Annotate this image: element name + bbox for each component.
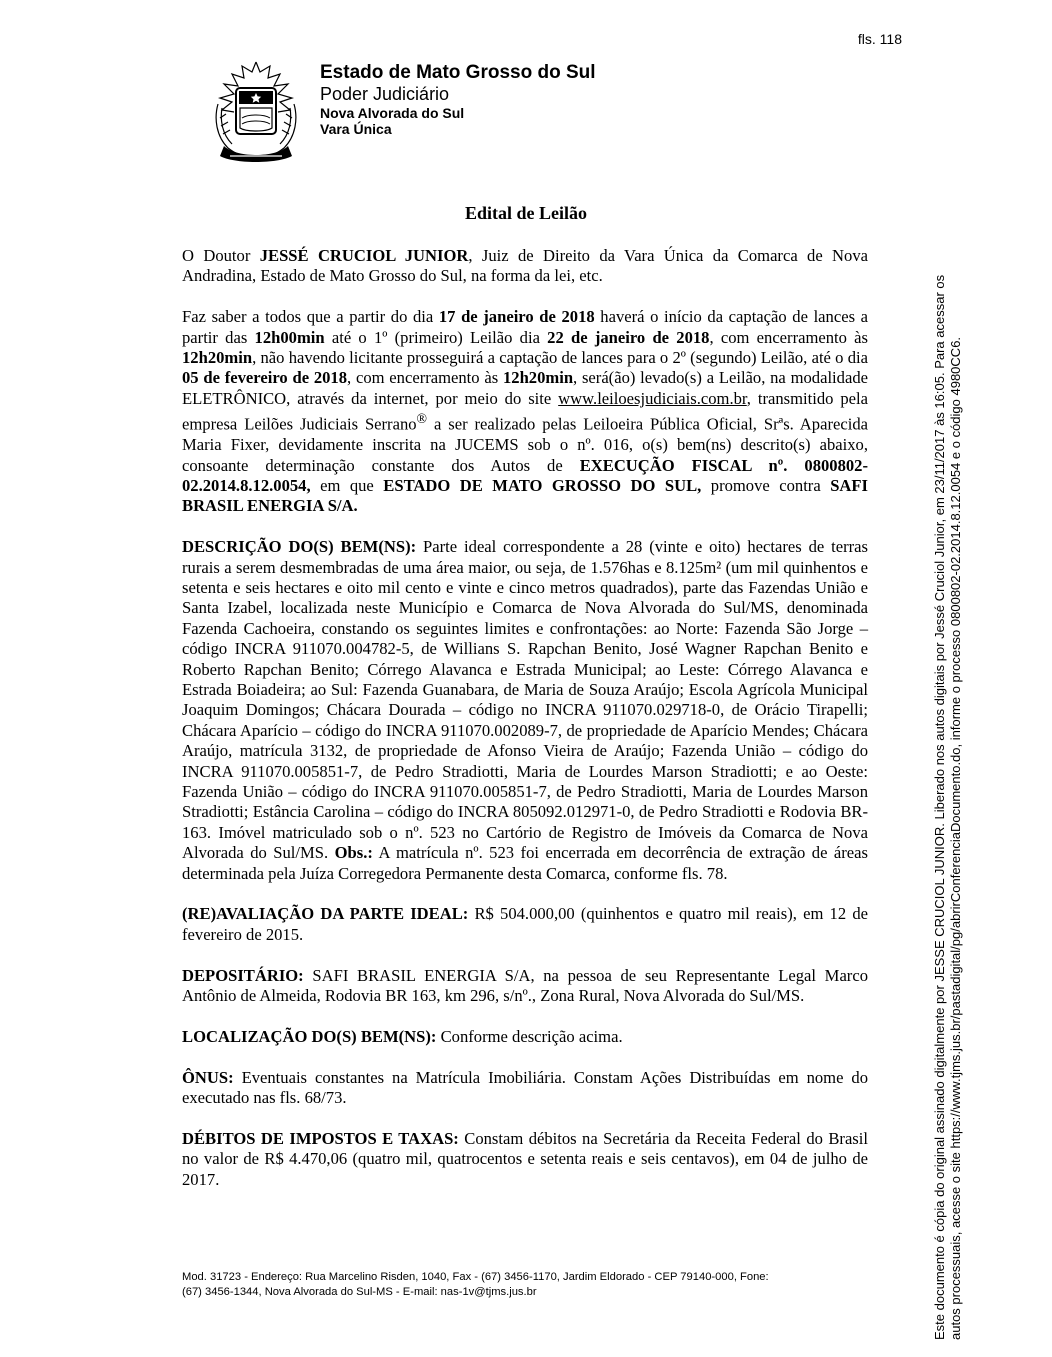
signature-line-2: autos processuais, acesse o site https://www.tjms.jus.br/pastadigital/pg/abrirConferenciaDocumento.do, informe o processo 0800802-02.2014.8.12.0054 e o código 4980CC6. (947, 336, 963, 1340)
evaluation-paragraph: (RE)AVALIAÇÃO DA PARTE IDEAL: R$ 504.000,00 (quinhentos e quatro mil reais), em 12 de fevereiro de 2015. (182, 904, 868, 944)
page-footer (182, 1270, 882, 1300)
footer-line-2: (67) 3456-1344, Nova Alvorada do Sul-MS - E-mail: nas-1v@tjms.jus.br (182, 1286, 537, 1298)
court-header (320, 62, 596, 137)
state-coat-of-arms-icon (208, 58, 304, 166)
description-label: DESCRIÇÃO DO(S) BEM(NS): (182, 537, 417, 557)
court-division: Vara Única (320, 120, 392, 137)
case-number: EXECUÇÃO FISCAL nº. 0800802-02.2014.8.12.0054, (182, 455, 868, 495)
city-name: Nova Alvorada do Sul (320, 104, 465, 121)
location-paragraph: LOCALIZAÇÃO DO(S) BEM(NS): Conforme descrição acima. (182, 1026, 623, 1046)
intro-paragraph: O Doutor JESSÉ CRUCIOL JUNIOR, Juiz de Direito da Vara Única da Comarca de Nova Andradina, Estado de Mato Grosso do Sul, na forma da lei, etc. (182, 246, 868, 286)
judiciary-name: Poder Judiciário (320, 83, 450, 104)
page-number: fls. 118 (857, 31, 902, 47)
debts-paragraph: DÉBITOS DE IMPOSTOS E TAXAS: Constam débitos na Secretária da Receita Federal do Brasil no valor de R$ 4.470,06 (quatro mil, quatrocentos e setenta reais e seis centavos), em 04 de julho de 2017. (182, 1128, 868, 1189)
state-name: Estado de Mato Grosso do Sul (320, 62, 596, 83)
footer-line-1: Mod. 31723 - Endereço: Rua Marcelino Risden, 1040, Fax - (67) 3456-1170, Jardim Eldorado - CEP 79140-000, Fone: (182, 1271, 769, 1283)
notice-paragraph: Faz saber a todos que a partir do dia 17 de janeiro de 2018 haverá o início da captação de lances a partir das 12h00min até o 1º (primeiro) Leilão dia 22 de janeiro de 2018, com encerramento às 12h20min, não havendo licitante prosseguirá a captação de lances para o 2º (segundo) Leilão, até o dia 05 de fevereiro de 2018, com encerramento às 12h20min, será(ão) levado(s) a Leilão, na modalidade ELETRÔNICO, através da internet, por meio do site www.leiloesjudiciais.com.br, transmitido pela empresa Leilões Judiciais Serrano® a ser realizado pelas Leiloeira Pública Oficial, Srªs. Aparecida Maria Fixer, devidamente inscrita na JUCEMS sob o nº. 016, o(s) bem(ns) descrito(s) abaixo, consoante determinação constante dos Autos de EXECUÇÃO FISCAL nº. 0800802-02.2014.8.12.0054, em que ESTADO DE MATO GROSSO DO SUL, promove contra SAFI BRASIL ENERGIA S/A. (182, 307, 869, 516)
judge-name: JESSÉ CRUCIOL JUNIOR (259, 246, 469, 265)
auction-site-link[interactable]: www.leiloesjudiciais.com.br (558, 388, 747, 408)
document-title: Edital de Leilão (464, 203, 587, 223)
document-body (182, 246, 868, 1211)
description-paragraph: DESCRIÇÃO DO(S) BEM(NS): Parte ideal correspondente a 28 (vinte e oito) hectares de terras rurais a serem desmembradas de uma área maior, ou seja, de 1.576has e 8.125m² (um mil quinhentos e setenta e seis hectares e oito mil cento e vinte e cinco metros quadrados), parte das Fazendas União e Santa Izabel, localizada neste Município e Comarca de Nova Alvorada do Sul/MS, denominada Fazenda Cachoeira, constando os seguintes limites e confrontações: ao Norte: Fazenda São Jorge – código INCRA 911070.004782-5, de Willians S. Rapchan Benito, José Wagner Rapchan Benito e Roberto Rapchan Benito; Córrego Alavanca e Estrada Municipal; ao Leste: Córrego Alavanca e Estrada Boiadeira; ao Sul: Fazenda Guanabara, de Maria de Souza Araújo; Escola Agrícola Municipal Joaquim Domingos; Chácara Dourada – código no INCRA 911070.029718-0, de Orácio Tirapelli; Chácara Aparício – código do INCRA 911070.002089-7, de propriedade de Aparício Mendes; Chácara Araújo, matrícula 3132, de propriedade de Afonso Vieira de Araújo; Fazenda União – código do INCRA 911070.005851-7, de Pedro Stradiotti, Maria de Lourdes Marson Stradiotti; e ao Oeste: Fazenda União – código do INCRA 911070.005851-7, de Pedro Stradiotti, Maria de Lourdes Marson Stradiotti; Estância Carolina – código do INCRA 805092.012971-0, de Pedro Stradiotti e Rodovia BR-163. Imóvel matriculado sob o nº. 523 no Cartório de Registro de Imóveis da Comarca de Nova Alvorada do Sul/MS. Obs.: A matrícula nº. 523 foi encerrada em decorrência de extração de áreas determinada pela Juíza Corregedora Permanente desta Comarca, conforme fls. 78. (182, 537, 868, 883)
signature-line-1: Este documento é cópia do original assinado digitalmente por JESSE CRUCIOL JUNIOR. Liberado nos autos digitais por Jessé Cruciol Junior, em 23/11/2017 às 16:05. Para acessar os (932, 274, 947, 1340)
digital-signature-note (932, 150, 963, 1340)
depositary-paragraph: DEPOSITÁRIO: SAFI BRASIL ENERGIA S/A, na pessoa de seu Representante Legal Marco Antônio de Almeida, Rodovia BR 163, km 296, s/nº., Zona Rural, Nova Alvorada do Sul/MS. (182, 965, 868, 1006)
onus-paragraph: ÔNUS: Eventuais constantes na Matrícula Imobiliária. Constam Ações Distribuídas em nome do executado nas fls. 68/73. (182, 1067, 868, 1108)
